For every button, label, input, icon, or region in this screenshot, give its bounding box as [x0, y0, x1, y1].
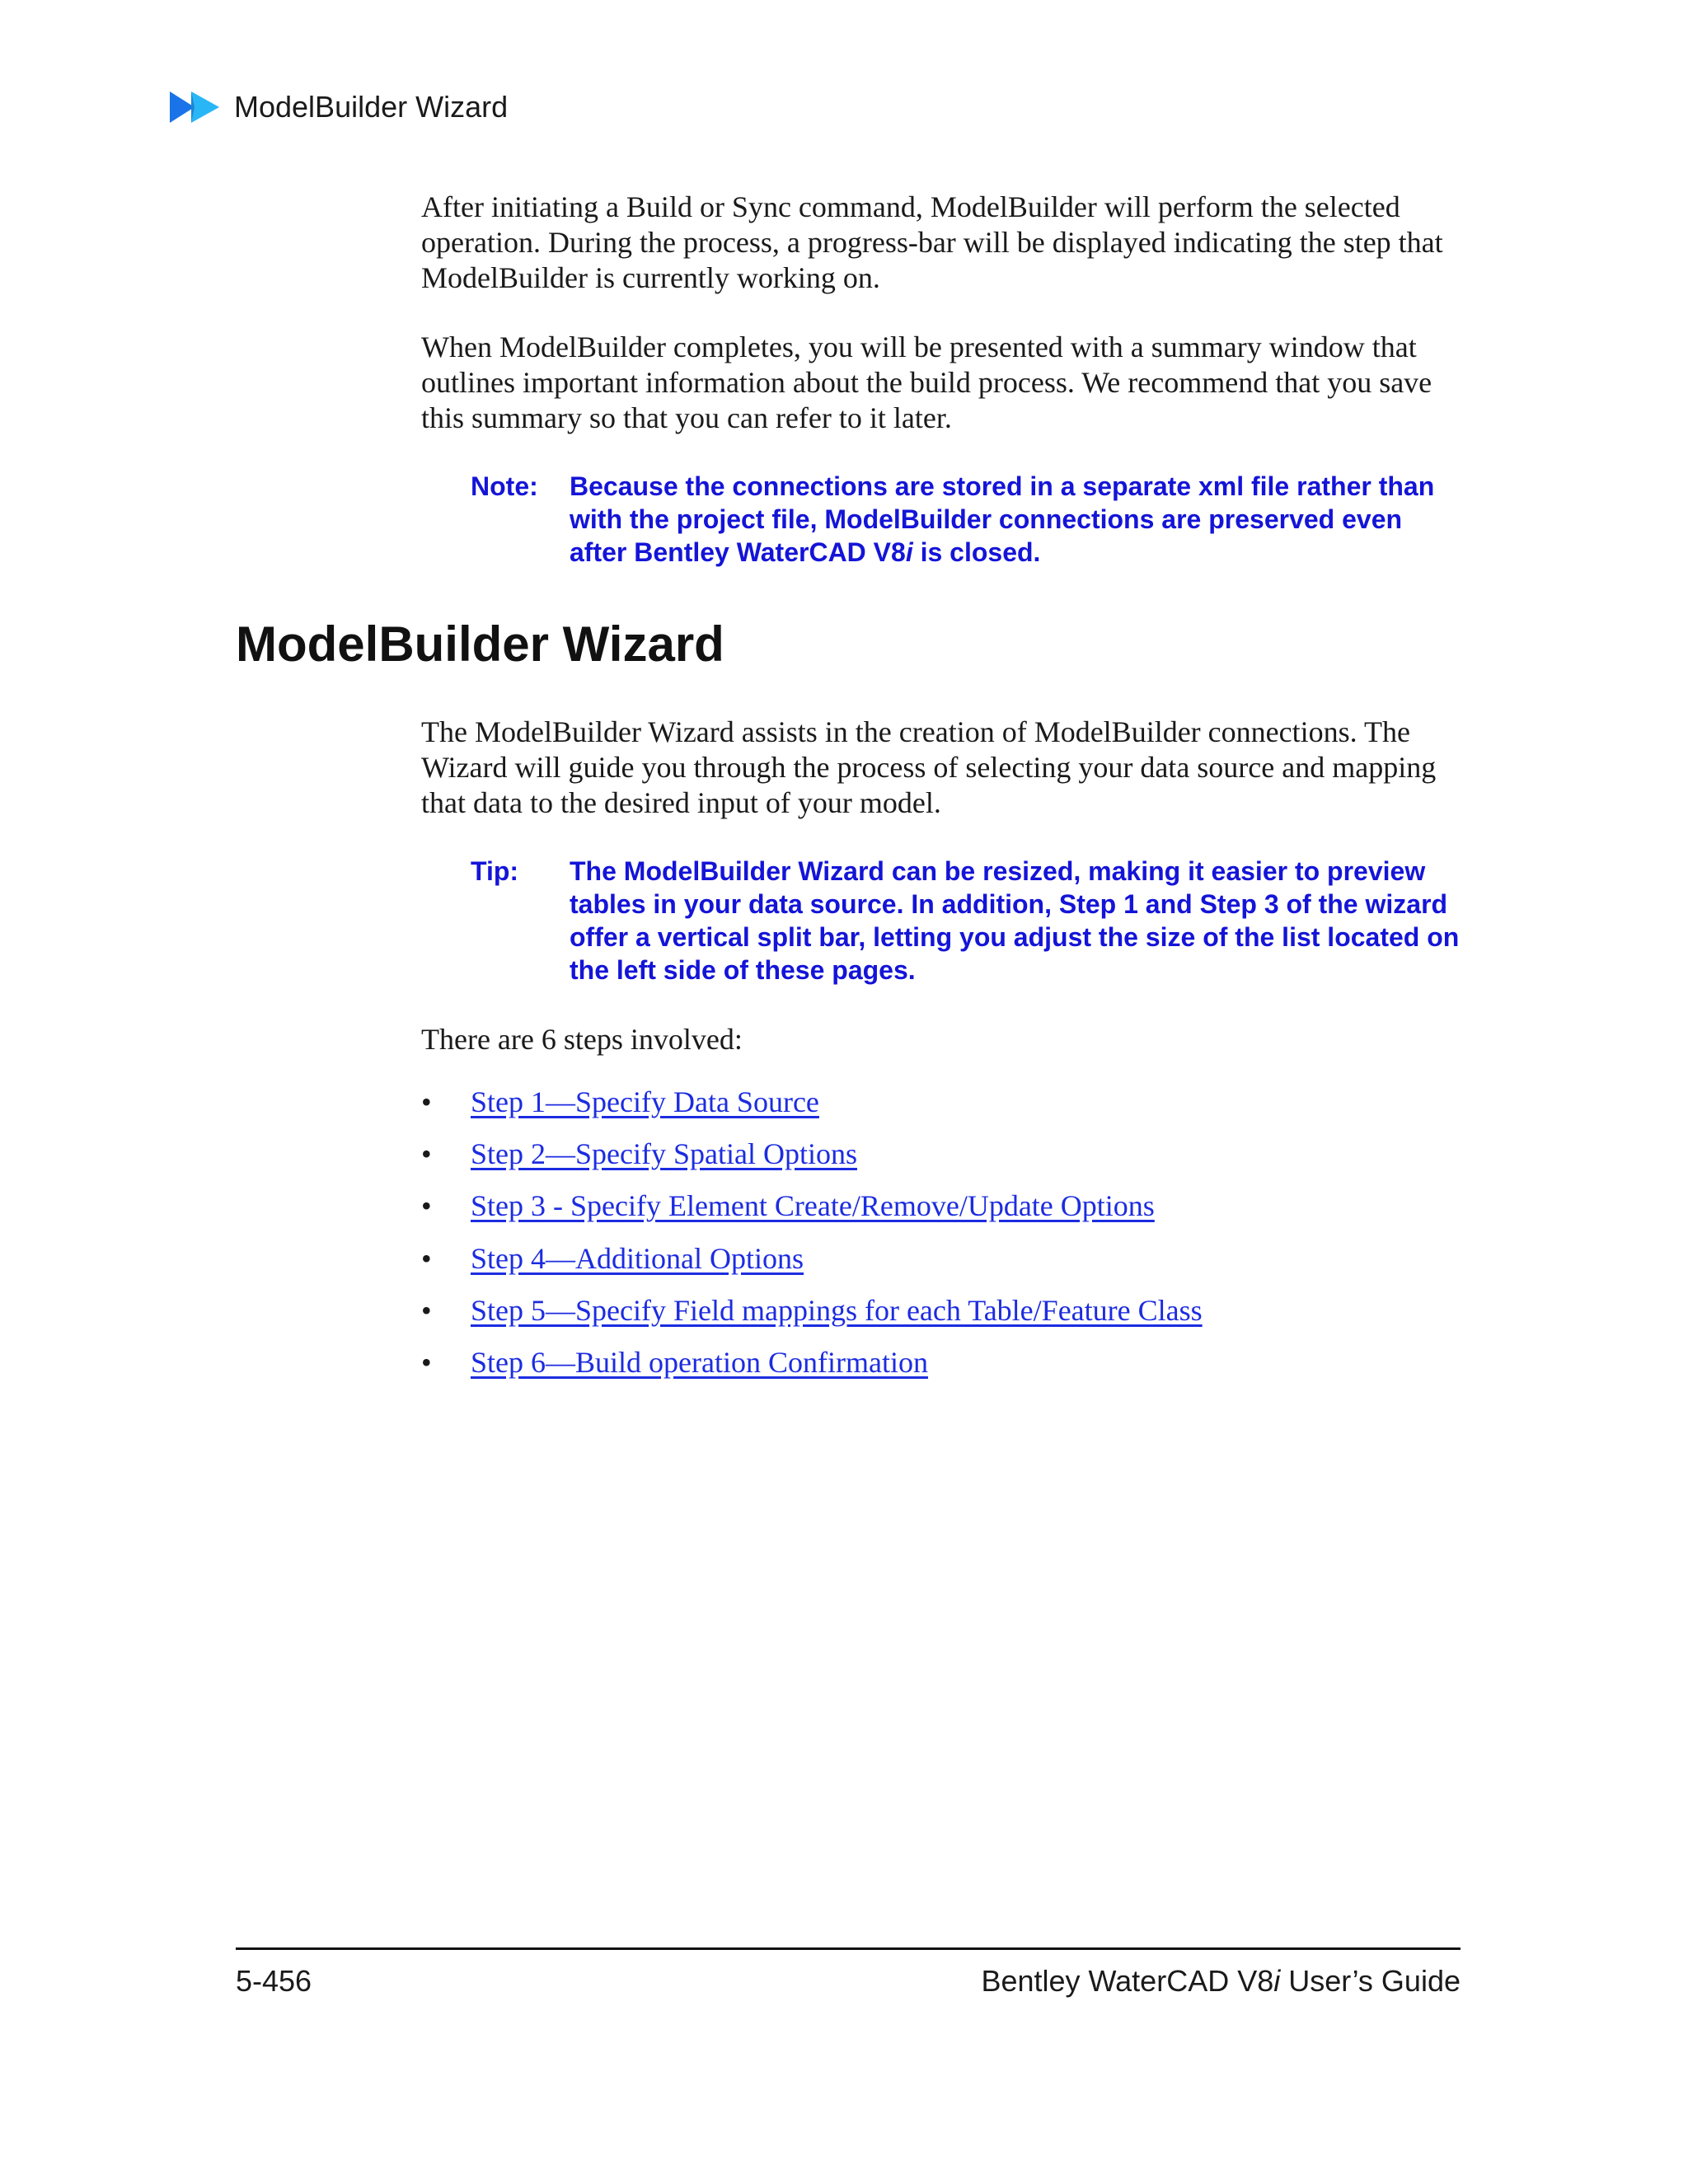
step-4-link[interactable]: Step 4—Additional Options [471, 1241, 804, 1275]
note-text-italic: i [905, 537, 913, 567]
section-heading: ModelBuilder Wizard [236, 616, 724, 672]
note-text-end: is closed. [912, 537, 1041, 567]
bullet: • [421, 1085, 432, 1118]
running-header [170, 89, 508, 125]
list-item [421, 1345, 1203, 1397]
steps-intro [421, 1022, 1460, 1057]
step-6-link[interactable]: Step 6—Build operation Confirmation [471, 1345, 928, 1379]
step-3-link[interactable]: Step 3 - Specify Element Create/Remove/Update Options [471, 1189, 1155, 1223]
note-callout [471, 470, 1460, 569]
bullet: • [421, 1345, 432, 1379]
bullet: • [421, 1137, 432, 1171]
steps-list [421, 1085, 1203, 1397]
step-2-link[interactable]: Step 2—Specify Spatial Options [471, 1137, 857, 1171]
bullet: • [421, 1241, 432, 1275]
note-text [570, 470, 1460, 569]
intro-text-1: After initiating a Build or Sync command, ModelBuilder will perform the selected operation. During the process, a progress-bar will be displayed indicating the step that ModelBuilder is currently working on. [421, 190, 1443, 294]
double-chevron-icon [170, 90, 221, 124]
section-paragraph [421, 715, 1460, 821]
note-text-main: Because the connections are stored in a separate xml file rather than with the project file, ModelBuilder connections are preserved even after Bentley WaterCAD V8 [570, 471, 1435, 567]
bullet: • [421, 1189, 432, 1223]
page-number: 5-456 [236, 1964, 312, 1998]
list-item [421, 1085, 1203, 1137]
tip-text: The ModelBuilder Wizard can be resized, making it easier to preview tables in your data source. In addition, Step 1 and Step 3 of the wizard offer a vertical split bar, letting you adjust the size of the list located on the left side of these pages. [570, 856, 1460, 985]
section-text: The ModelBuilder Wizard assists in the creation of ModelBuilder connections. The Wizard will guide you through the process of selecting your data source and mapping that data to the desired input of your model. [421, 715, 1437, 819]
guide-title-main: Bentley WaterCAD V8 [981, 1964, 1274, 1998]
intro-paragraph-2 [421, 330, 1460, 436]
list-item [421, 1293, 1203, 1345]
list-item [421, 1241, 1203, 1293]
list-item [421, 1137, 1203, 1188]
tip-label: Tip: [471, 856, 519, 886]
guide-title-end: User’s Guide [1280, 1964, 1461, 1998]
step-1-link[interactable]: Step 1—Specify Data Source [471, 1085, 819, 1118]
guide-title-italic: i [1273, 1964, 1281, 1998]
intro-paragraph-1 [421, 190, 1460, 296]
tip-callout [471, 855, 1460, 987]
note-label: Note: [471, 471, 538, 501]
steps-intro-text: There are 6 steps involved: [421, 1023, 743, 1056]
intro-text-2: When ModelBuilder completes, you will be presented with a summary window that outlines important information about the build process. We recommend that you save this summary so that you can refer to it later. [421, 330, 1432, 434]
list-item [421, 1188, 1203, 1240]
guide-title [981, 1963, 1461, 1999]
footer-divider [236, 1947, 1461, 1950]
step-5-link[interactable]: Step 5—Specify Field mappings for each Table/Feature Class [471, 1293, 1203, 1327]
bullet: • [421, 1293, 432, 1327]
header-title: ModelBuilder Wizard [234, 90, 509, 124]
